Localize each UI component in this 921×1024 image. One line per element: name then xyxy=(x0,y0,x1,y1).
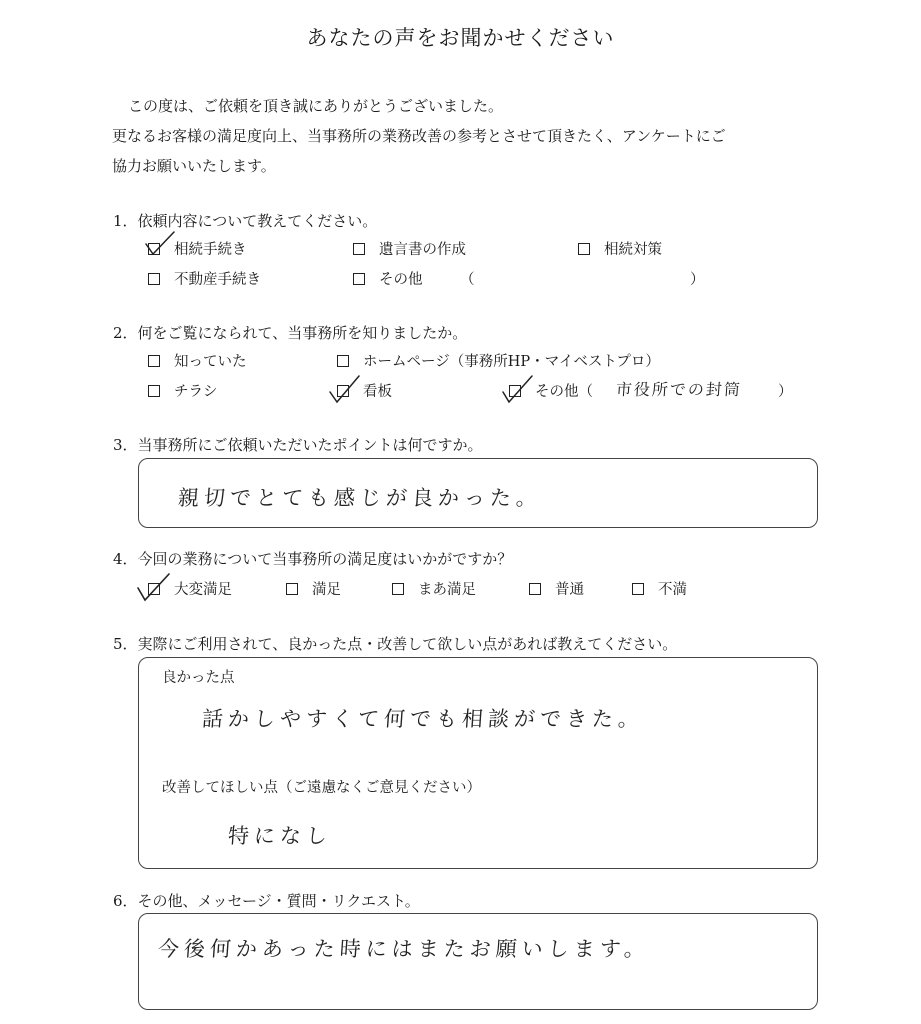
q2-option-flyer[interactable]: チラシ xyxy=(148,380,218,401)
checkbox[interactable] xyxy=(353,273,365,285)
q5-improvement-handwritten-answer: 特になし xyxy=(227,824,333,848)
handwritten-check-mark xyxy=(140,228,180,258)
q2-other-close-paren: ） xyxy=(778,384,793,400)
intro-line-1: この度は、ご依頼を頂き誠にありがとうございました。 xyxy=(128,97,504,115)
handwritten-check-mark xyxy=(133,568,175,604)
q4-option-satisfied[interactable]: 満足 xyxy=(286,578,341,599)
q1-option-real-estate[interactable]: 不動産手続き xyxy=(148,268,261,289)
checkbox[interactable] xyxy=(529,583,541,595)
q2-other-handwritten-answer: 市役所での封筒 xyxy=(615,380,743,399)
question-5-label: 5．実際にご利用されて、良かった点・改善して欲しい点があれば教えてください。 xyxy=(113,635,678,653)
question-3-label: 3．当事務所にご依頼いただいたポイントは何ですか。 xyxy=(113,436,483,454)
q1-option-will[interactable]: 遺言書の作成 xyxy=(353,238,466,259)
question-6-label: 6．その他、メッセージ・質問・リクエスト。 xyxy=(113,892,420,910)
checkbox[interactable] xyxy=(578,243,590,255)
q2-option-signboard[interactable]: 看板 xyxy=(337,380,392,401)
handwritten-check-mark xyxy=(498,372,538,406)
checkbox[interactable] xyxy=(392,583,404,595)
q4-option-average[interactable]: 普通 xyxy=(529,578,584,599)
checkbox[interactable] xyxy=(148,385,160,397)
q5-good-points-label: 良かった点 xyxy=(162,670,235,686)
intro-line-3: 協力お願いいたします。 xyxy=(112,157,276,175)
question-1-label: 1．依頼内容について教えてください。 xyxy=(113,212,378,230)
checkbox[interactable] xyxy=(286,583,298,595)
q2-option-homepage[interactable]: ホームページ（事務所HP・マイベストプロ） xyxy=(337,350,660,371)
q4-option-fairly-satisfied[interactable]: まあ満足 xyxy=(392,578,476,599)
q5-good-points-handwritten-answer: 話かしやすくて何でも相談ができた。 xyxy=(201,707,645,731)
q6-handwritten-answer: 今後何かあった時にはまたお願いします。 xyxy=(157,937,651,961)
q1-other-open-paren: （ xyxy=(460,272,475,288)
checkbox[interactable] xyxy=(353,243,365,255)
checkbox[interactable] xyxy=(337,355,349,367)
q1-other-close-paren: ） xyxy=(690,272,705,288)
q4-option-very-satisfied[interactable]: 大変満足 xyxy=(148,578,232,599)
checkbox[interactable] xyxy=(148,273,160,285)
checkbox[interactable] xyxy=(632,583,644,595)
q4-option-dissatisfied[interactable]: 不満 xyxy=(632,578,687,599)
question-4-label: 4．今回の業務について当事務所の満足度はいかがですか？ xyxy=(113,550,513,568)
q3-handwritten-answer: 親切でとても感じが良かった。 xyxy=(177,486,543,510)
q2-option-other[interactable]: その他（ xyxy=(509,380,593,401)
checkbox[interactable] xyxy=(148,355,160,367)
q5-improvement-label: 改善してほしい点（ご遠慮なくご意見ください） xyxy=(162,780,481,796)
q1-option-inheritance[interactable]: 相続手続き xyxy=(148,238,247,259)
q1-option-inheritance-planning[interactable]: 相続対策 xyxy=(578,238,662,259)
question-2-label: 2．何をご覧になられて、当事務所を知りましたか。 xyxy=(113,324,468,342)
q2-option-already-knew[interactable]: 知っていた xyxy=(148,350,247,371)
survey-title: あなたの声をお聞かせください xyxy=(306,26,615,50)
q1-option-other[interactable]: その他 xyxy=(353,268,423,289)
handwritten-check-mark xyxy=(325,372,365,406)
intro-line-2: 更なるお客様の満足度向上、当事務所の業務改善の参考とさせて頂きたく、アンケートにご xyxy=(112,127,726,145)
